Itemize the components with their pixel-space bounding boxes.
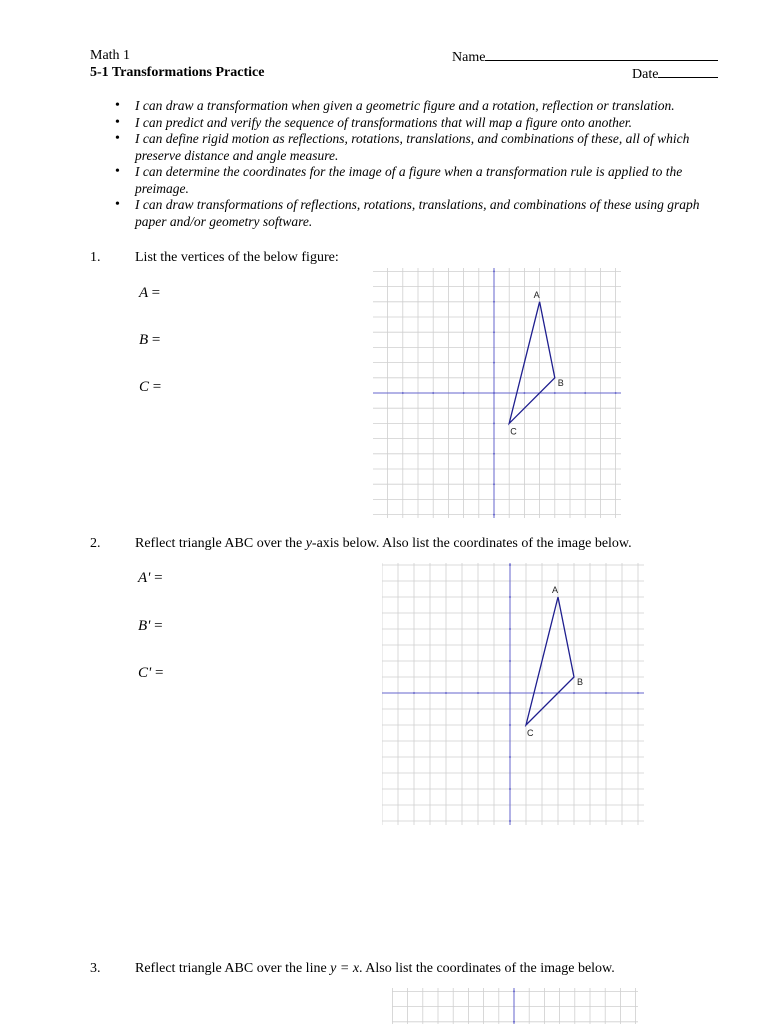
axis-tick [493, 270, 495, 272]
question-2-text: Reflect triangle ABC over the y-axis below. Also list the coordinates of the image below. [135, 536, 632, 551]
axis-tick [605, 692, 607, 694]
date-field[interactable] [632, 65, 718, 83]
axis-tick [509, 820, 511, 822]
vertex-label-a: A [533, 289, 540, 300]
axis-tick [445, 692, 447, 694]
axis-tick [509, 692, 511, 694]
axis-tick [554, 392, 556, 394]
axis-tick [509, 724, 511, 726]
question-2-number: 2. [90, 536, 101, 551]
question-1-text: List the vertices of the below figure: [135, 250, 339, 265]
vertex-label-c: C [527, 728, 534, 738]
date-label: Date [632, 67, 659, 82]
axis-tick [493, 514, 495, 516]
axis-tick [493, 331, 495, 333]
axis-tick [509, 788, 511, 790]
axis-tick [413, 692, 415, 694]
axis-tick [402, 392, 404, 394]
axis-tick [477, 692, 479, 694]
course-label: Math 1 [90, 48, 131, 63]
axis-tick [463, 392, 465, 394]
axis-tick [493, 453, 495, 455]
question-3-text: Reflect triangle ABC over the line y = x. Also list the coordinates of the image below. [135, 961, 615, 976]
vertex-label-c: C [510, 426, 517, 437]
question-1-number: 1. [90, 250, 101, 265]
axis-tick [509, 756, 511, 758]
axis-tick [523, 392, 525, 394]
coordinate-grid-1[interactable] [373, 268, 621, 518]
vertex-label-a: A [552, 585, 559, 595]
axis-tick [509, 596, 511, 598]
axis-tick [493, 362, 495, 364]
vertex-label-b: B [577, 677, 584, 687]
axis-tick [493, 301, 495, 303]
coordinate-grid-3[interactable] [392, 988, 638, 1024]
vertex-a-answer[interactable]: A = [139, 285, 161, 301]
axis-tick [509, 660, 511, 662]
coordinate-grid-2[interactable] [382, 563, 644, 825]
objective-item: • I can draw transformations of reflections, rotations, translations, and combinations of these using graph paper and/or geometry software. [115, 197, 725, 230]
objective-item: • I can draw a transformation when given a geometric figure and a rotation, reflection or translation. [115, 98, 725, 115]
objective-item: • I can define rigid motion as reflections, rotations, translations, and combinations of these, all of which preserve distance and angle measure. [115, 131, 725, 164]
vertex-c-prime-answer[interactable]: C' = [138, 665, 164, 681]
vertex-b-prime-answer[interactable]: B' = [138, 618, 163, 634]
axis-tick [615, 392, 617, 394]
learning-objectives [115, 98, 725, 230]
axis-tick [513, 1021, 515, 1023]
name-field[interactable] [452, 48, 718, 66]
worksheet-title: 5-1 Transformations Practice [90, 65, 265, 80]
axis-tick [513, 990, 515, 992]
objective-item: • I can determine the coordinates for the image of a figure when a transformation rule is applied to the preimage. [115, 164, 725, 197]
axis-tick [573, 692, 575, 694]
axis-tick [432, 392, 434, 394]
vertex-a-prime-answer[interactable]: A' = [138, 570, 163, 586]
axis-tick [584, 392, 586, 394]
vertex-c-answer[interactable]: C = [139, 379, 162, 395]
axis-tick [493, 422, 495, 424]
objective-item: • I can predict and verify the sequence of transformations that will map a figure onto another. [115, 115, 725, 132]
axis-tick [509, 628, 511, 630]
axis-tick [637, 692, 639, 694]
vertex-b-answer[interactable]: B = [139, 332, 161, 348]
axis-tick [541, 692, 543, 694]
name-label: Name [452, 50, 486, 65]
axis-tick [493, 483, 495, 485]
vertex-label-b: B [557, 377, 564, 388]
question-3-number: 3. [90, 961, 101, 976]
axis-tick [509, 564, 511, 566]
axis-tick [493, 392, 495, 394]
